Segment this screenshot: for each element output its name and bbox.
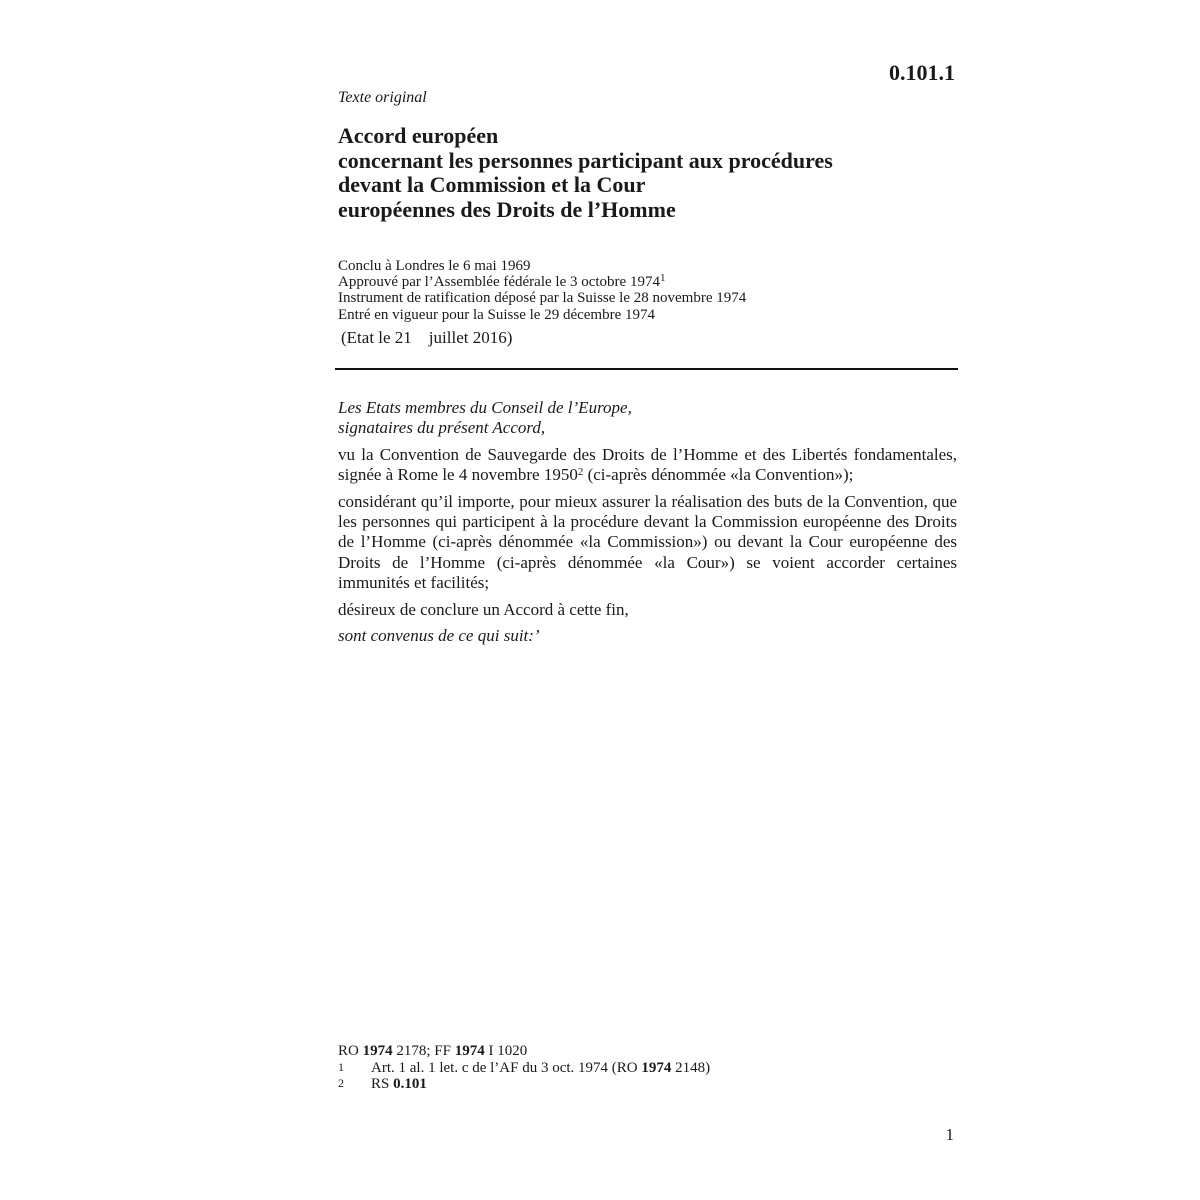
source-text: RO — [338, 1043, 363, 1059]
footnote-text-part: Art. 1 al. 1 let. c de l’AF du 3 oct. 1974 (RO — [371, 1059, 642, 1076]
footnote-1 — [338, 1060, 958, 1077]
footnote-text — [371, 1076, 427, 1093]
header-divider — [335, 368, 958, 370]
footnote-number: 1 — [338, 1059, 344, 1074]
source-text: 2178; FF — [392, 1043, 455, 1059]
in-force-line: Entré en vigueur pour la Suisse le 29 décembre 1974 — [338, 306, 655, 323]
footnote-text — [371, 1060, 710, 1077]
footnote-year: 1974 — [641, 1059, 672, 1076]
footnote-text-part: 2148) — [671, 1059, 711, 1076]
page-number: 1 — [945, 1125, 954, 1144]
footnotes — [338, 1043, 958, 1093]
source-year: 1974 — [454, 1043, 485, 1059]
title-line: européennes des Droits de l’Homme — [338, 196, 676, 222]
title-line: devant la Commission et la Cour — [338, 172, 646, 197]
title-line: concernant les personnes participant aux procédures — [338, 147, 833, 173]
source-year: 1974 — [362, 1043, 393, 1059]
approved-line — [338, 274, 958, 290]
document-reference-number: 0.101.1 — [889, 60, 955, 85]
preamble-intro-line: Les Etats membres du Conseil de l’Europe, — [338, 398, 632, 417]
footnote-2 — [338, 1076, 958, 1093]
approved-text: Approuvé par l’Assemblée fédérale le 3 octobre 1974 — [338, 274, 660, 291]
footnote-ref-2: 2 — [577, 466, 584, 479]
preamble-closing: sont convenus de ce qui suit:’ — [338, 626, 540, 646]
ratification-line: Instrument de ratification déposé par la Suisse le 28 novembre 1974 — [338, 290, 747, 307]
preamble-paragraph: considérant qu’il importe, pour mieux assurer la réalisation des buts de la Convention, que les personnes qui participent à la procédure devant la Commission européenne des Droits de l’Homme (ci-après dénommée «la Commission») ou devant la Cour européenne des Droits de l’Homme (ci-après dénommée «la Cour») se voient accorder certaines immunités et facilités; — [338, 491, 957, 593]
state-date: (Etat le 21 juillet 2016) — [341, 328, 513, 347]
footnote-text-part: RS — [371, 1076, 394, 1092]
source-reference — [338, 1043, 958, 1060]
treaty-metadata — [338, 258, 958, 323]
paragraph-text: vu la Convention de Sauvegarde des Droits de l’Homme et des Libertés fondamentales, signée à Rome le 4 novembre 1950 — [338, 444, 957, 485]
preamble-paragraph: désireux de conclure un Accord à cette fin, — [338, 599, 629, 619]
footnote-ref: 0.101 — [393, 1076, 427, 1092]
footnote-ref-1: 1 — [659, 272, 666, 285]
preamble-paragraph — [338, 445, 957, 486]
document-title — [338, 124, 958, 222]
concluded-line: Conclu à Londres le 6 mai 1969 — [338, 258, 531, 274]
preamble-intro-line: signataires du présent Accord, — [338, 418, 546, 438]
title-line: Accord européen — [338, 123, 499, 148]
paragraph-text: (ci-après dénommée «la Convention»); — [583, 465, 854, 485]
original-text-label: Texte original — [338, 89, 427, 106]
source-text: I 1020 — [484, 1043, 528, 1059]
footnote-number: 2 — [338, 1076, 344, 1090]
preamble — [338, 398, 957, 646]
